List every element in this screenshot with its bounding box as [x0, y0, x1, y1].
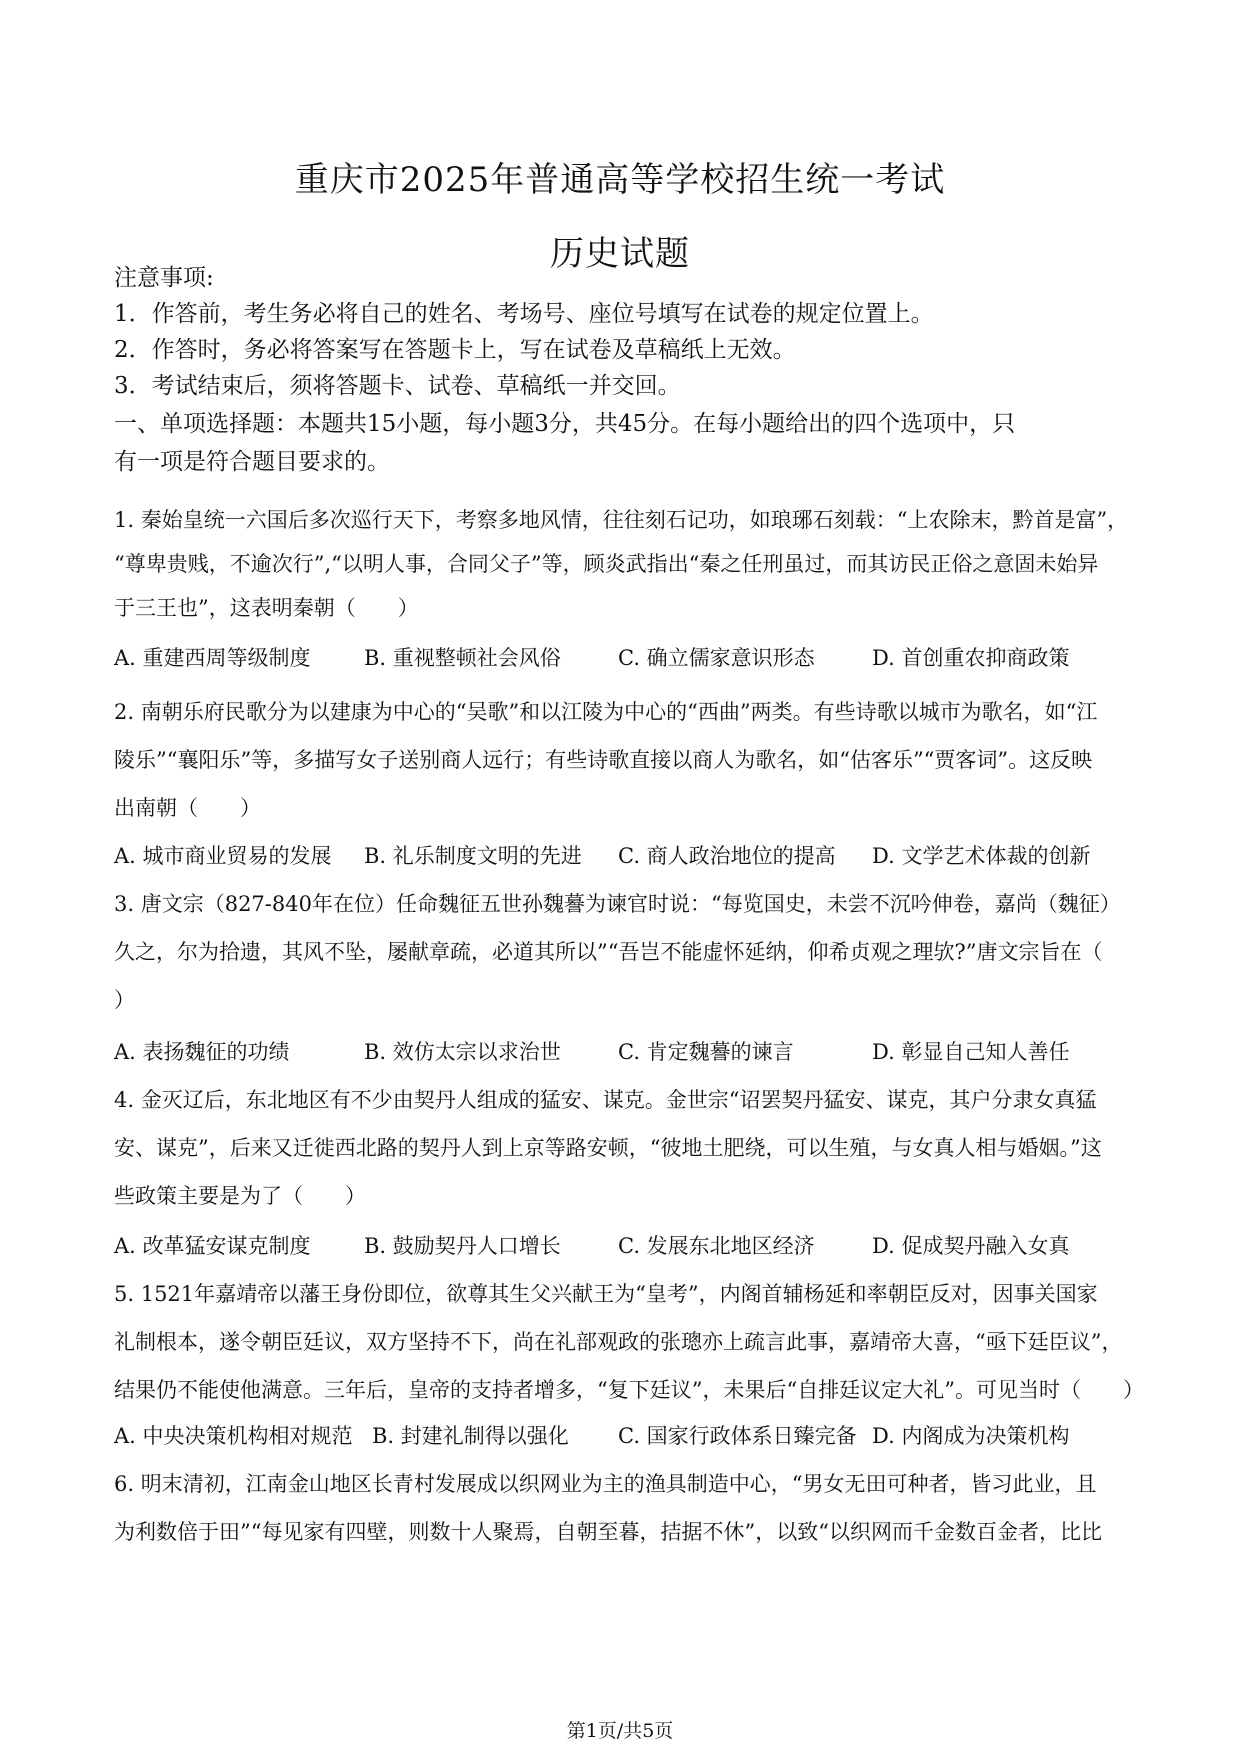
- question-4-option-d[interactable]: D. 促成契丹融入女真: [872, 1234, 1070, 1258]
- question-1-option-b[interactable]: B. 重视整顿社会风俗: [364, 646, 561, 670]
- question-3-option-d[interactable]: D. 彰显自己知人善任: [872, 1040, 1070, 1064]
- question-3-line-2: 久之，尔为拾遗，其风不坠，屡献章疏，必道其所以”“吾岂不能虚怀延纳，仰希贞观之理欤?”唐文宗旨在（: [114, 940, 1103, 964]
- question-5-option-a[interactable]: A. 中央决策机构相对规范: [114, 1424, 353, 1448]
- question-1-option-c[interactable]: C. 确立儒家意识形态: [618, 646, 815, 670]
- question-1-line-3: 于三王也”，这表明秦朝（ ）: [114, 596, 419, 620]
- question-4-option-c[interactable]: C. 发展东北地区经济: [618, 1234, 815, 1258]
- section-heading-line1: 一、单项选择题：本题共15小题，每小题3分，共45分。在每小题给出的四个选项中，只: [114, 411, 1016, 437]
- question-5-option-b[interactable]: B. 封建礼制得以强化: [372, 1424, 569, 1448]
- question-2-line-2: 陵乐”“襄阳乐”等，多描写女子送别商人远行；有些诗歌直接以商人为歌名，如“估客乐”“贾客词”。这反映: [114, 748, 1093, 772]
- subject-title: 历史试题: [550, 234, 690, 274]
- question-1-option-d[interactable]: D. 首创重农抑商政策: [872, 646, 1070, 670]
- question-4-option-b[interactable]: B. 鼓励契丹人口增长: [364, 1234, 561, 1258]
- question-4-option-a[interactable]: A. 改革猛安谋克制度: [114, 1234, 311, 1258]
- question-2-line-1: 2. 南朝乐府民歌分为以建康为中心的“吴歌”和以江陵为中心的“西曲”两类。有些诗歌以城市为歌名，如“江: [114, 700, 1098, 724]
- question-5-option-d[interactable]: D. 内阁成为决策机构: [872, 1424, 1070, 1448]
- question-4-line-1: 4. 金灭辽后，东北地区有不少由契丹人组成的猛安、谋克。金世宗“诏罢契丹猛安、谋克，其户分隶女真猛: [114, 1088, 1097, 1112]
- question-3-line-1: 3. 唐文宗（827-840年在位）任命魏征五世孙魏謩为谏官时说：“每览国史，未尝不沉吟伸卷，嘉尚（魏征）: [114, 892, 1121, 916]
- notice-item-1: 1．作答前，考生务必将自己的姓名、考场号、座位号填写在试卷的规定位置上。: [114, 301, 934, 327]
- notice-item-2: 2．作答时，务必将答案写在答题卡上，写在试卷及草稿纸上无效。: [114, 337, 796, 363]
- question-6-line-1: 6. 明末清初，江南金山地区长青村发展成以织网业为主的渔具制造中心，“男女无田可种者，皆习此业，且: [114, 1472, 1097, 1496]
- question-2-option-c[interactable]: C. 商人政治地位的提高: [618, 844, 836, 868]
- question-2-line-3: 出南朝（ ）: [114, 796, 261, 820]
- notice-item-3: 3．考试结束后，须将答题卡、试卷、草稿纸一并交回。: [114, 373, 681, 399]
- question-2-option-d[interactable]: D. 文学艺术体裁的创新: [872, 844, 1091, 868]
- question-3-option-b[interactable]: B. 效仿太宗以求治世: [364, 1040, 561, 1064]
- question-4-line-3: 些政策主要是为了（ ）: [114, 1184, 366, 1208]
- question-3-line-3: ）: [114, 988, 135, 1012]
- exam-title: 重庆市2025年普通高等学校招生统一考试: [294, 160, 946, 200]
- question-5-line-1: 5. 1521年嘉靖帝以藩王身份即位，欲尊其生父兴献王为“皇考”，内阁首辅杨延和率朝臣反对，因事关国家: [114, 1282, 1098, 1306]
- question-1-line-1: 1. 秦始皇统一六国后多次巡行天下，考察多地风情，往往刻石记功，如琅琊石刻载：“上农除末，黔首是富”，: [114, 508, 1129, 532]
- section-heading-line2: 有一项是符合题目要求的。: [114, 449, 390, 475]
- page-number: 第1页/共5页: [566, 1720, 674, 1742]
- question-1-option-a[interactable]: A. 重建西周等级制度: [114, 646, 311, 670]
- question-6-line-2: 为利数倍于田”“每见家有四壁，则数十人聚焉，自朝至暮，拮据不休”，以致“以织网而千金数百金者，比比: [114, 1520, 1102, 1544]
- question-5-option-c[interactable]: C. 国家行政体系日臻完备: [618, 1424, 857, 1448]
- question-5-line-2: 礼制根本，遂令朝臣廷议，双方坚持不下，尚在礼部观政的张璁亦上疏言此事，嘉靖帝大喜，“亟下廷臣议”，: [114, 1330, 1123, 1354]
- question-3-option-a[interactable]: A. 表扬魏征的功绩: [114, 1040, 290, 1064]
- question-3-option-c[interactable]: C. 肯定魏謩的谏言: [618, 1040, 794, 1064]
- question-1-line-2: “尊卑贵贱，不逾次行”,“以明人事，合同父子”等，顾炎武指出“秦之任刑虽过，而其访民正俗之意固未始异: [114, 552, 1099, 576]
- question-4-line-2: 安、谋克”，后来又迁徙西北路的契丹人到上京等路安顿，“彼地土肥绕，可以生殖，与女真人相与婚姻。”这: [114, 1136, 1102, 1160]
- question-2-option-a[interactable]: A. 城市商业贸易的发展: [114, 844, 332, 868]
- question-2-option-b[interactable]: B. 礼乐制度文明的先进: [364, 844, 582, 868]
- notice-heading: 注意事项:: [114, 265, 214, 291]
- question-5-line-3: 结果仍不能使他满意。三年后，皇帝的支持者增多，“复下廷议”，未果后“自排廷议定大礼”。可见当时（ ）: [114, 1378, 1144, 1402]
